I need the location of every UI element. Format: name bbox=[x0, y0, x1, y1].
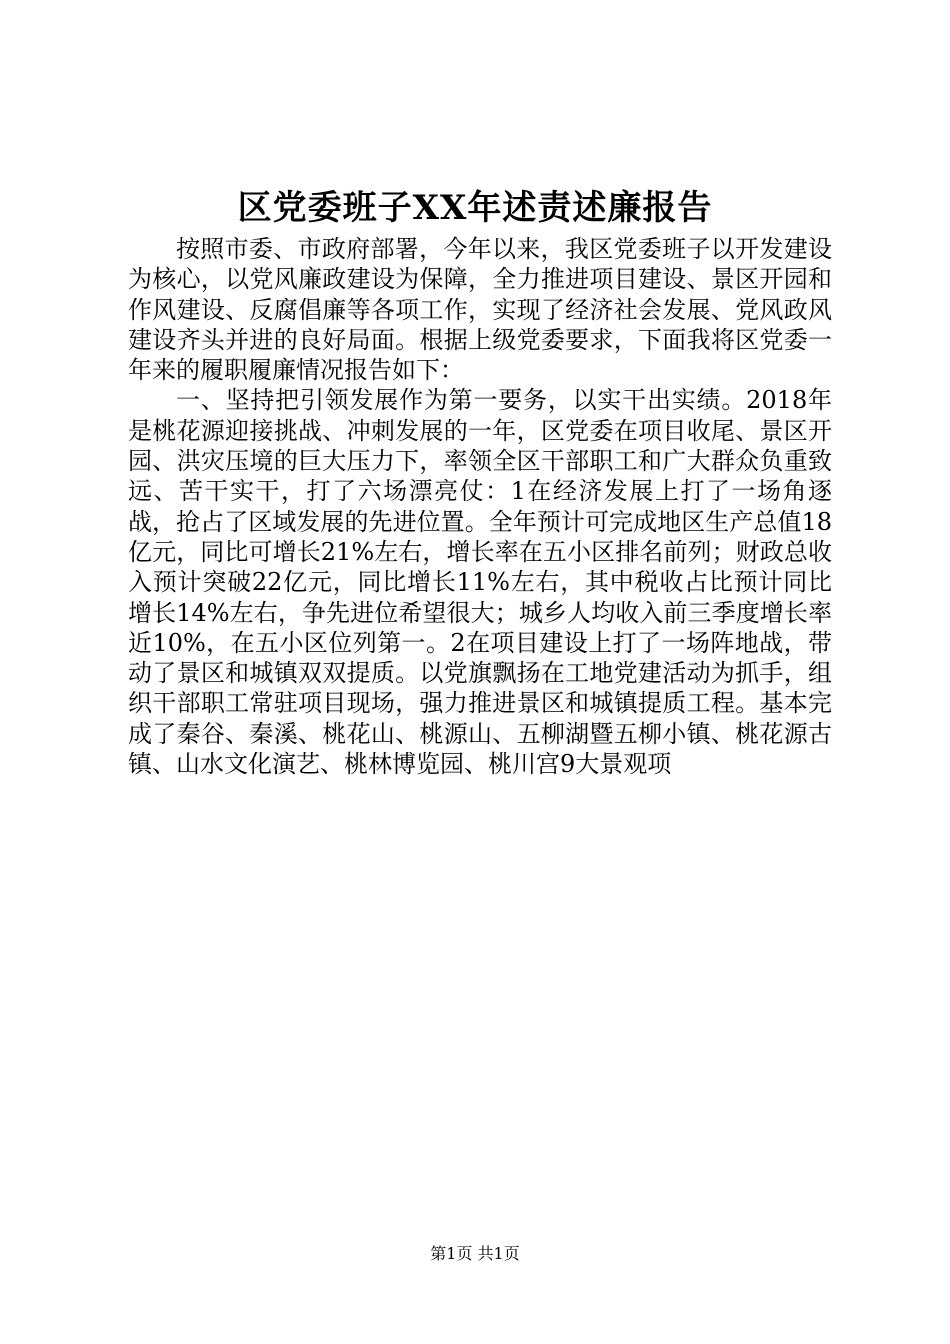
document-body bbox=[128, 234, 832, 779]
paragraph-intro: 按照市委、市政府部署，今年以来，我区党委班子以开发建设为核心，以党风廉政建设为保障，全力推进项目建设、景区开园和作风建设、反腐倡廉等各项工作，实现了经济社会发展、党风政风建设齐头并进的良好局面。根据上级党委要求，下面我将区党委一年来的履职履廉情况报告如下： bbox=[128, 235, 832, 385]
page-footer: 第1页 共1页 bbox=[430, 1244, 520, 1263]
paragraph-section-one: 一、坚持把引领发展作为第一要务，以实干出实绩。2018年是桃花源迎接挑战、冲刺发展的一年，区党委在项目收尾、景区开园、洪灾压境的巨大压力下，率领全区干部职工和广大群众负重致远、苦干实干，打了六场漂亮仗：1在经济发展上打了一场角逐战，抢占了区域发展的先进位置。全年预计可完成地区生产总值18亿元，同比可增长21%左右，增长率在五小区排名前列；财政总收入预计突破22亿元，同比增长11%左右，其中税收占比预计同比增长14%左右，争先进位希望很大；城乡人均收入前三季度增长率近10%，在五小区位列第一。2在项目建设上打了一场阵地战，带动了景区和城镇双双提质。以党旗飘扬在工地党建活动为抓手，组织干部职工常驻项目现场，强力推进景区和城镇提质工程。基本完成了秦谷、秦溪、桃花山、桃源山、五柳湖暨五柳小镇、桃花源古镇、山水文化演艺、桃林博览园、桃川宫9大景观项 bbox=[128, 386, 832, 779]
document-title: 区党委班子XX年述责述廉报告 bbox=[237, 188, 713, 228]
